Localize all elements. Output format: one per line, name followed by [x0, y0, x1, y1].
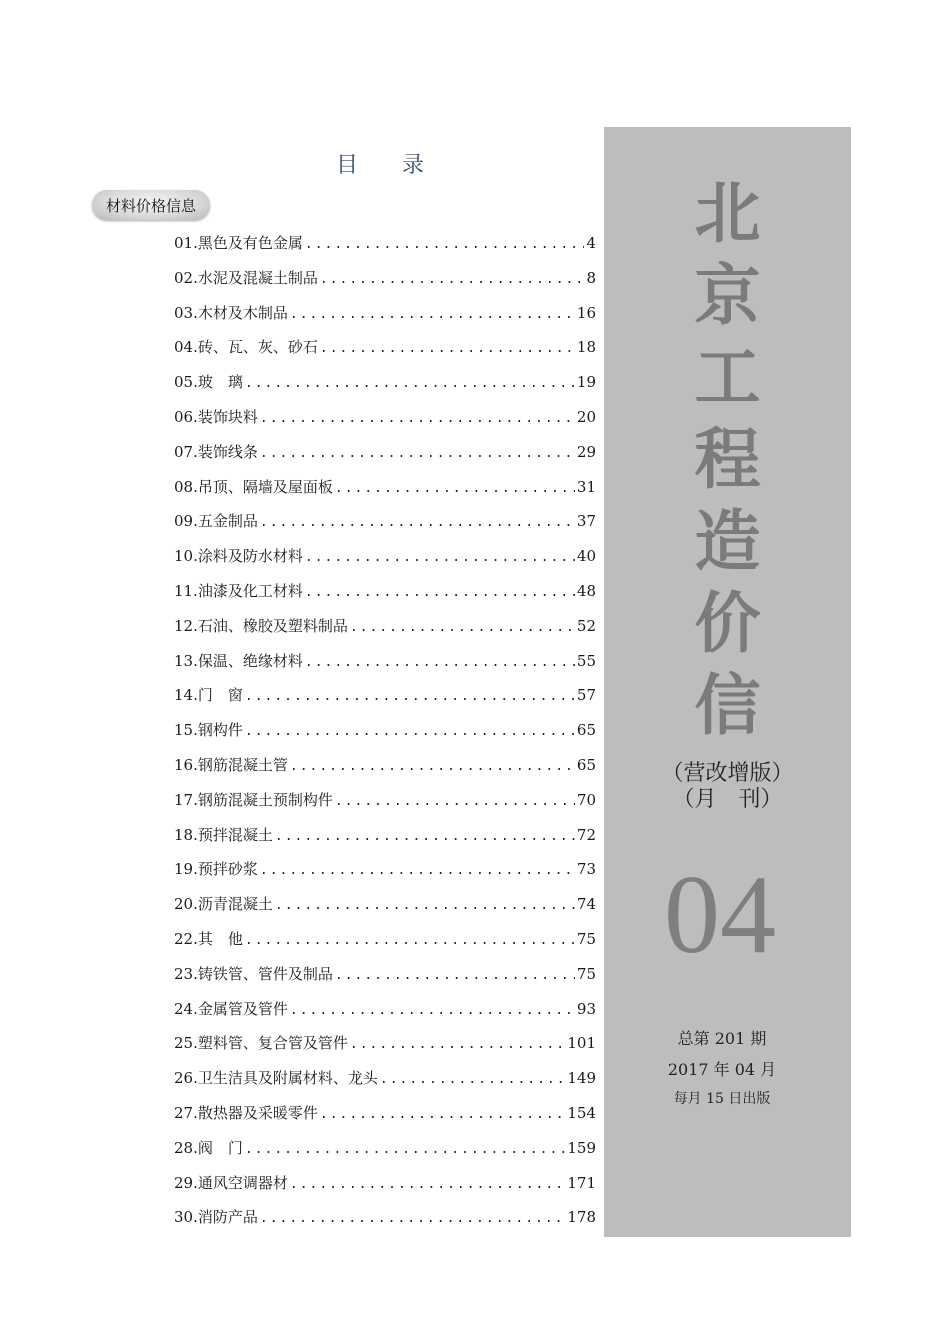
toc-item-label: 19.预拌砂浆	[174, 860, 258, 879]
toc-leader-dots	[245, 924, 575, 957]
toc-leader-dots	[305, 228, 585, 261]
toc-item-page: 74	[576, 895, 596, 914]
title-char: 造	[694, 502, 761, 580]
toc-leader-dots	[260, 1202, 565, 1235]
toc-leader-dots	[320, 1098, 565, 1131]
toc-leader-dots	[305, 541, 575, 574]
toc-item-label: 12.石油、橡胶及塑料制品	[174, 616, 348, 635]
toc-item-page: 75	[576, 929, 596, 948]
toc-item[interactable]	[174, 922, 596, 957]
toc-item-label: 24.金属管及管件	[174, 999, 288, 1018]
toc-item[interactable]	[174, 574, 596, 609]
edition-line-2: （月 刊）	[672, 787, 783, 812]
toc-item-label: 08.吊顶、隔墙及屋面板	[174, 477, 333, 496]
toc-item-page: 65	[576, 755, 596, 774]
toc-item[interactable]	[174, 887, 596, 922]
toc-item-label: 07.装饰线条	[174, 442, 258, 461]
toc-leader-dots	[260, 402, 575, 435]
toc-item[interactable]	[174, 296, 596, 331]
cover-side-panel	[604, 127, 851, 1237]
issue-info	[604, 1023, 840, 1113]
toc-item-label: 29.通风空调器材	[174, 1173, 288, 1192]
toc-item-page: 75	[576, 964, 596, 983]
toc-item[interactable]	[174, 609, 596, 644]
toc-item[interactable]	[174, 957, 596, 992]
magazine-title	[604, 172, 851, 746]
issue-number: 04	[664, 853, 776, 977]
toc-item-page: 70	[576, 790, 596, 809]
toc-item-label: 05.玻 璃	[174, 373, 243, 392]
toc-item-label: 25.塑料管、复合管及管件	[174, 1034, 348, 1053]
toc-item-page: 55	[576, 651, 596, 670]
toc-item-label: 13.保温、绝缘材料	[174, 651, 303, 670]
toc-item-page: 18	[576, 338, 596, 357]
toc-item[interactable]	[174, 1166, 596, 1201]
title-char: 北	[694, 174, 761, 252]
toc-leader-dots	[275, 820, 575, 853]
toc-item[interactable]	[174, 678, 596, 713]
toc-leader-dots	[320, 332, 575, 365]
toc-leader-dots	[245, 367, 575, 400]
toc-item-label: 27.散热器及采暖零件	[174, 1103, 318, 1122]
toc-item-label: 10.涂料及防水材料	[174, 547, 303, 566]
toc-item-page: 101	[567, 1034, 596, 1053]
toc-item-page: 20	[576, 407, 596, 426]
toc-item-page: 72	[576, 825, 596, 844]
toc-item-page: 154	[567, 1103, 596, 1122]
toc-item[interactable]	[174, 226, 596, 261]
toc-item[interactable]	[174, 992, 596, 1027]
toc-item-label: 20.沥青混凝土	[174, 895, 273, 914]
toc-item-label: 23.铸铁管、管件及制品	[174, 964, 333, 983]
toc-item-page: 57	[576, 686, 596, 705]
toc-item-page: 37	[576, 512, 596, 531]
toc-item-page: 171	[567, 1173, 596, 1192]
section-label-text: 材料价格信息	[105, 196, 196, 215]
toc-item-page: 40	[576, 547, 596, 566]
toc-item-page: 4	[586, 234, 596, 252]
toc-item-page: 8	[586, 268, 596, 287]
toc-item-page: 16	[576, 303, 596, 322]
toc-item[interactable]	[174, 748, 596, 783]
toc-item-page: 178	[567, 1208, 596, 1227]
toc-item-label: 04.砖、瓦、灰、砂石	[174, 338, 318, 357]
toc-item[interactable]	[174, 504, 596, 539]
toc-item[interactable]	[174, 400, 596, 435]
title-char: 程	[694, 420, 761, 498]
toc-leader-dots	[275, 889, 575, 922]
toc-item[interactable]	[174, 852, 596, 887]
toc-item-page: 52	[576, 616, 596, 635]
title-char: 价	[694, 584, 761, 662]
toc-item[interactable]	[174, 365, 596, 400]
toc-leader-dots	[335, 959, 575, 992]
toc-item-page: 48	[576, 581, 596, 600]
toc-leader-dots	[305, 576, 575, 609]
toc-item-page: 19	[576, 373, 596, 392]
toc-item-label: 09.五金制品	[174, 512, 258, 531]
title-char: 京	[694, 256, 761, 334]
toc-leader-dots	[335, 472, 575, 505]
toc-item-label: 28.阀 门	[174, 1138, 243, 1157]
toc-item-label: 18.预拌混凝土	[174, 825, 273, 844]
toc-item[interactable]	[174, 644, 596, 679]
toc-item[interactable]	[174, 783, 596, 818]
toc-item[interactable]	[174, 1026, 596, 1061]
toc-item-label: 14.门 窗	[174, 686, 243, 705]
toc-item[interactable]	[174, 818, 596, 853]
toc-item[interactable]	[174, 539, 596, 574]
toc-item-page: 149	[567, 1069, 596, 1088]
toc-item-label: 06.装饰块料	[174, 407, 258, 426]
toc-item[interactable]	[174, 435, 596, 470]
toc-item[interactable]	[174, 261, 596, 296]
toc-leader-dots	[290, 298, 575, 331]
toc-item-page: 159	[567, 1138, 596, 1157]
title-char: 信	[694, 666, 761, 744]
toc-leader-dots	[245, 715, 575, 748]
toc-leader-dots	[335, 785, 575, 818]
toc-item-label: 26.卫生洁具及附属材料、龙头	[174, 1069, 378, 1088]
toc-leader-dots	[350, 611, 575, 644]
toc-title: 目 录	[336, 153, 425, 178]
section-label-badge	[92, 190, 210, 220]
toc-leader-dots	[350, 1028, 565, 1061]
toc-list	[174, 226, 596, 1235]
toc-item-label: 17.钢筋混凝土预制构件	[174, 790, 333, 809]
toc-item[interactable]	[174, 1131, 596, 1166]
toc-leader-dots	[245, 680, 575, 713]
issue-date: 2017 年 04 月	[667, 1060, 777, 1079]
edition-label	[604, 761, 851, 813]
toc-item-page: 93	[576, 999, 596, 1018]
toc-leader-dots	[290, 994, 575, 1027]
toc-item-label: 15.钢构件	[174, 721, 243, 740]
toc-item-label: 03.木材及木制品	[174, 303, 288, 322]
toc-item[interactable]	[174, 330, 596, 365]
title-char: 工	[694, 338, 761, 416]
toc-leader-dots	[260, 506, 575, 539]
toc-item[interactable]	[174, 1200, 596, 1235]
toc-leader-dots	[290, 750, 575, 783]
toc-item-label: 11.油漆及化工材料	[174, 581, 303, 600]
toc-item-page: 29	[576, 442, 596, 461]
toc-leader-dots	[290, 1168, 565, 1201]
toc-leader-dots	[380, 1063, 565, 1096]
toc-item-label: 01.黑色及有色金属	[174, 234, 303, 252]
toc-item[interactable]	[174, 1061, 596, 1096]
toc-item-label: 30.消防产品	[174, 1208, 258, 1227]
toc-item-page: 31	[576, 477, 596, 496]
toc-leader-dots	[305, 646, 575, 679]
toc-item-label: 22.其 他	[174, 929, 243, 948]
total-issue: 总第 201 期	[677, 1029, 767, 1048]
toc-item[interactable]	[174, 1096, 596, 1131]
toc-leader-dots	[260, 437, 575, 470]
publish-note: 每月 15 日出版	[673, 1091, 771, 1107]
toc-item-page: 73	[576, 860, 596, 879]
toc-leader-dots	[320, 263, 585, 296]
toc-leader-dots	[245, 1133, 565, 1166]
toc-item-page: 65	[576, 721, 596, 740]
toc-item[interactable]	[174, 470, 596, 505]
toc-item-label: 02.水泥及混凝土制品	[174, 268, 318, 287]
toc-leader-dots	[260, 854, 575, 887]
toc-item[interactable]	[174, 713, 596, 748]
edition-line-1: （营改增版）	[661, 761, 794, 786]
toc-item-label: 16.钢筋混凝土管	[174, 755, 288, 774]
